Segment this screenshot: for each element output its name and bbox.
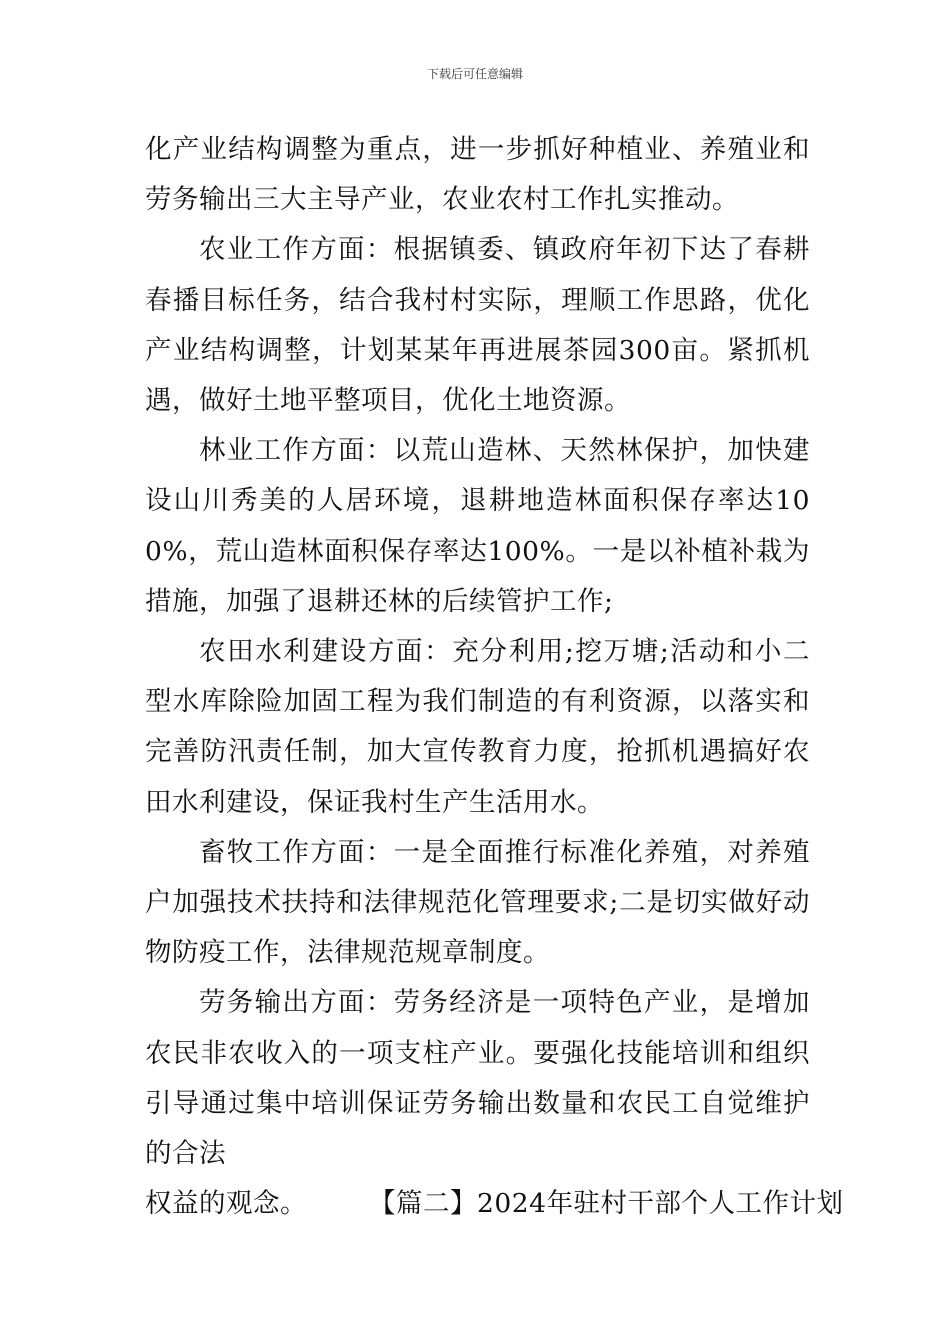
- paragraph-intro: 化产业结构调整为重点，进一步抓好种植业、养殖业和劳务输出三大主导产业，农业农村工作扎实推动。: [145, 134, 810, 216]
- page-header: 下载后可任意编辑: [426, 67, 523, 81]
- document-body: [145, 125, 844, 1229]
- paragraph-forestry: 林业工作方面：以荒山造林、天然林保护，加快建设山川秀美的人居环境，退耕地造林面积保存率达100%，荒山造林面积保存率达100%。一是以补植补栽为措施，加强了退耕还林的后续管护工作;: [145, 435, 810, 617]
- paragraph-agriculture: 农业工作方面：根据镇委、镇政府年初下达了春耕春播目标任务，结合我村村实际，理顺工作思路，优化产业结构调整，计划某某年再进展茶园300亩。紧抓机遇，做好土地平整项目，优化土地资源。: [145, 234, 810, 417]
- paragraph-irrigation: 农田水利建设方面：充分利用;挖万塘;活动和小二型水库除险加固工程为我们制造的有利资源，以落实和完善防汛责任制，加大宣传教育力度，抢抓机遇搞好农田水利建设，保证我村生产生活用水。: [145, 636, 810, 818]
- section-heading: 【篇二】2024年驻村干部个人工作计划: [369, 1188, 844, 1220]
- paragraph-closing-line: [145, 1179, 844, 1229]
- closing-text: 权益的观念。: [145, 1188, 307, 1220]
- paragraph-labor-export: 劳务输出方面：劳务经济是一项特色产业，是增加农民非农收入的一项支柱产业。要强化技能培训和组织引导通过集中培训保证劳务输出数量和农民工自觉维护的合法: [145, 987, 810, 1170]
- paragraph-livestock: 畜牧工作方面：一是全面推行标准化养殖，对养殖户加强技术扶持和法律规范化管理要求;二是切实做好动物防疫工作，法律规范规章制度。: [145, 836, 810, 969]
